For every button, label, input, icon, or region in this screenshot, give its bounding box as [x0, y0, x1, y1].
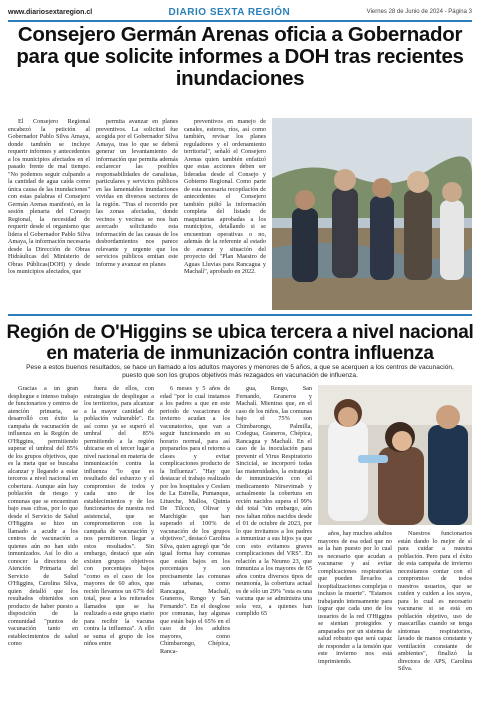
article1-column-2: permita avanzar en planes preventivos. La solicitud fue acogida por el Gobernador Silva Amaya, tras lo que se deberá generar un levantamiento de información que permita además esclarecer las posibles responsabilidades de canalistas, particulares y servicios públicos en las lamentables inundaciones vividas en diversos sectores de la región. "Tras el recorrido por las zonas afectadas, donde vecinos y vecinas se nos han acercado solicitando esta información de las causas de los desbordamientos nos parece relevante y urgente que los servicios públicos emitan este informe y avanzar en planes	[96, 118, 178, 268]
article2-photo	[318, 385, 472, 525]
article1-column-1: El Consejero Regional encabezó la petición al Gobernador Pablo Silva Amaya, donde también se incluye requerir informes y antecedentes a los municipios afectados en el pasado frente de mal tiempo. "No podemos seguir culpando a la cantidad de agua caída como única causa de las inundaciones" con estas palabras el Consejero Germán Arenas manifestó, en la sesión plenaria del Consejo Regional, la necesidad de requerir desde el organismo que lidera el Gobernador Pablo Silva Amaya, la información necesaria desde la Dirección de Obras Hidráulicas del Ministerio de Obras Públicas(DOH) y desde los municipios afectados, que	[8, 118, 90, 275]
paper-name: DIARIO SEXTA REGIÓN	[168, 6, 291, 18]
article2-deck: Pese a estos buenos resultados, se hace un llamado a los adultos mayores y menores de 5 años, a que se acerquen a los centros de vacunación, puesto que son los grupos objetivos más rezagados en vacunación de influenza.	[26, 364, 454, 379]
article2-column-6: Nuestros funcionarios están dando lo mejor de sí para cuidar a nuestra población. Pero para el éxito de esta campaña de invierno necesitamos contar con el compromiso de todos nuestros usuarios, que se cuiden y cuiden a los suyos, para lo cual es necesario vacunarse si se está en población objetivo, uso de mascarillas cuando se tenga síntomas respiratorios, lavado de manos constante y ventilación constante de ambientes", finalizó la directora de APS, Carolina Silva.	[398, 530, 472, 672]
article1-photo	[272, 118, 472, 310]
page-date: Viernes 28 de Junio de 2024 - Página 3	[366, 9, 472, 15]
article1-column-3: preventivos en manejo de canales, esteros, ríos, así como también, revisar los planes reguladores y el ordenamiento territorial", señaló el Consejero Arenas quien también enfatizó que estas acciones deben ser lideradas desde el Consejo y Gobierno Regional. Como parte de esta necesaria recopilación de antecedentes el Consejero también pidió la información completa del listado de maquinarias aprobadas a los municipios, detallando si se encuentran operativas o no, además de la referente al estado de avance y situación del proyecto del "Plan Maestro de Aguas Lluvias para Rancagua y Machalí", aprobado en 2022.	[184, 118, 266, 275]
article2-column-3: 6 meses y 5 años de edad "por lo cual instamos a los padres a que en este periodo de vacaciones de invierno acudan a los vacunatorios, que van a seguir funcionando en su horario normal, para así prepararlos para el retorno a clases y evitar complicaciones producto de la Influenza". "Hay que destacar el trabajo realizado por los hospitales y Cesfam de La Estrella, Pumanque, Litueche, Malloa, Quinta De Tilcoco, Olivar y Marchigüe que han superado el 100% de vacunación de los grupos objetivos", destacó Carolina Silva, quien agregó que "de igual forma hay comunas que están bajos en los porcentajes y son precisamente las comunas más urbanas, como Rancagua, Machalí, Graneros, Rengo y San Fernando". En el desglose por comunas, hay algunas que están bajo el 65% en el caso de los adultos mayores, como Chimbarongo, Chépica, Ranca-	[160, 385, 230, 655]
article2-column-1: Gracias a un gran despliegue e intenso trabajo de funcionarios y centros de atención primaria, se desarrolló con éxito la campaña de vacunación de influenza en la Región de O'Higgins, permitiendo superar el umbral del 85% de los grupos objetivos, que es la meta que se buscaba alcanzar y llegando a estar terceros a nivel nacional en cobertura. Aunque aún hay población de riesgo y comunas que se encuentran bajo esas cifras, por lo que desde el Servicio de Salud O'Higgins se hizo un llamado a acudir a los centros de vacunación a quienes aún no han sido inmunizados. Así lo dio a conocer la directora de Atención Primaria del Servicio de Salud O'Higgins, Carolina Silva, quien detalló que los resultados obtenidos son producto de haber puesto a disposición de la comunidad "puntos de vacunación tanto en establecimientos de salud como	[8, 385, 78, 647]
article2-title: Región de O'Higgins se ubica tercera a nivel nacional en materia de inmunización contra influenza	[6, 322, 474, 364]
site-url: www.diariosextaregion.cl	[8, 8, 93, 16]
section-divider	[8, 314, 472, 316]
article2-column-2: fuera de ellos, con estrategias de despliegue a los territorios, para alcanzar a la mayor cantidad de población vulnerable". Es así como ya se superó el umbral del 85% permitiendo a la región ubicarse en el tercer lugar a nivel nacional en materia de inmunización contra la influenza "lo que es resultado del esfuerzo y el compromiso de todos y cada uno de los establecimientos y de los funcionarios de nuestra red asistencial, que se comprometieron con la campaña de vacunación y nos permitieron llegar a estos resultados". Sin embargo, destacó que aún existen grupos objetivos con porcentajes bajos "como es el caso de los mayores de 60 años, que recién llevamos un 67% del total, pese a los reiterados llamados que se ha realizado a este grupo etario para recibir la vacuna contra la influenza". A ello se suma el grupo de los niños entre	[84, 385, 154, 647]
page-header	[8, 4, 472, 22]
article2-column-4: gua, Rengo, San Fernando, Graneros y Machalí. Mientras que, en el caso de los niños, las comunas bajo el 75% son Chimbarongo, Palmilla, Codegua, Graneros, Chépica, Rancagua y Machalí. En el caso de la inoculación para prevenir el Virus Respiratorio Sincicial, se incorporó todas las maternidades, la estrategia de inmunización con el medicamento Nirsevimab y actualmente la cobertura en recién nacidos supera el 99% del total "sin embargo, aún nos faltan niños nacidos desde el 01 de octubre de 2023, por lo que invitamos a los padres a inmunizar a sus hijos ya que con esto evitamos graves complicaciones del VRS". En relación a la Neumo 23, que inmuniza a los mayores de 65 años contra diversos tipos de neumonía, la cobertura actual es de sólo un 29% "esta es una vacuna que se administra una sola vez, a quienes han cumplido 65	[236, 385, 312, 617]
article2-column-5: años, hay muchos adultos mayores de esa edad que no se la han puesto por lo cual es necesario que acudan a vacunarse y así evitar complicaciones respiratorias que pueden llevarlos a hospitalizaciones complejas o incluso la muerte". "Estamos trabajando intensamente para lograr que cada uno de los usuarios de la red O'Higgins se sientan protegidos y amparados por un sistema de salud robusto que será capaz de responder a la tensión que este invierno nos está imprimiendo.	[318, 530, 392, 665]
article1-title: Consejero Germán Arenas oficia a Gobernador para que solicite informes a DOH tras recientes inundaciones	[16, 23, 464, 90]
